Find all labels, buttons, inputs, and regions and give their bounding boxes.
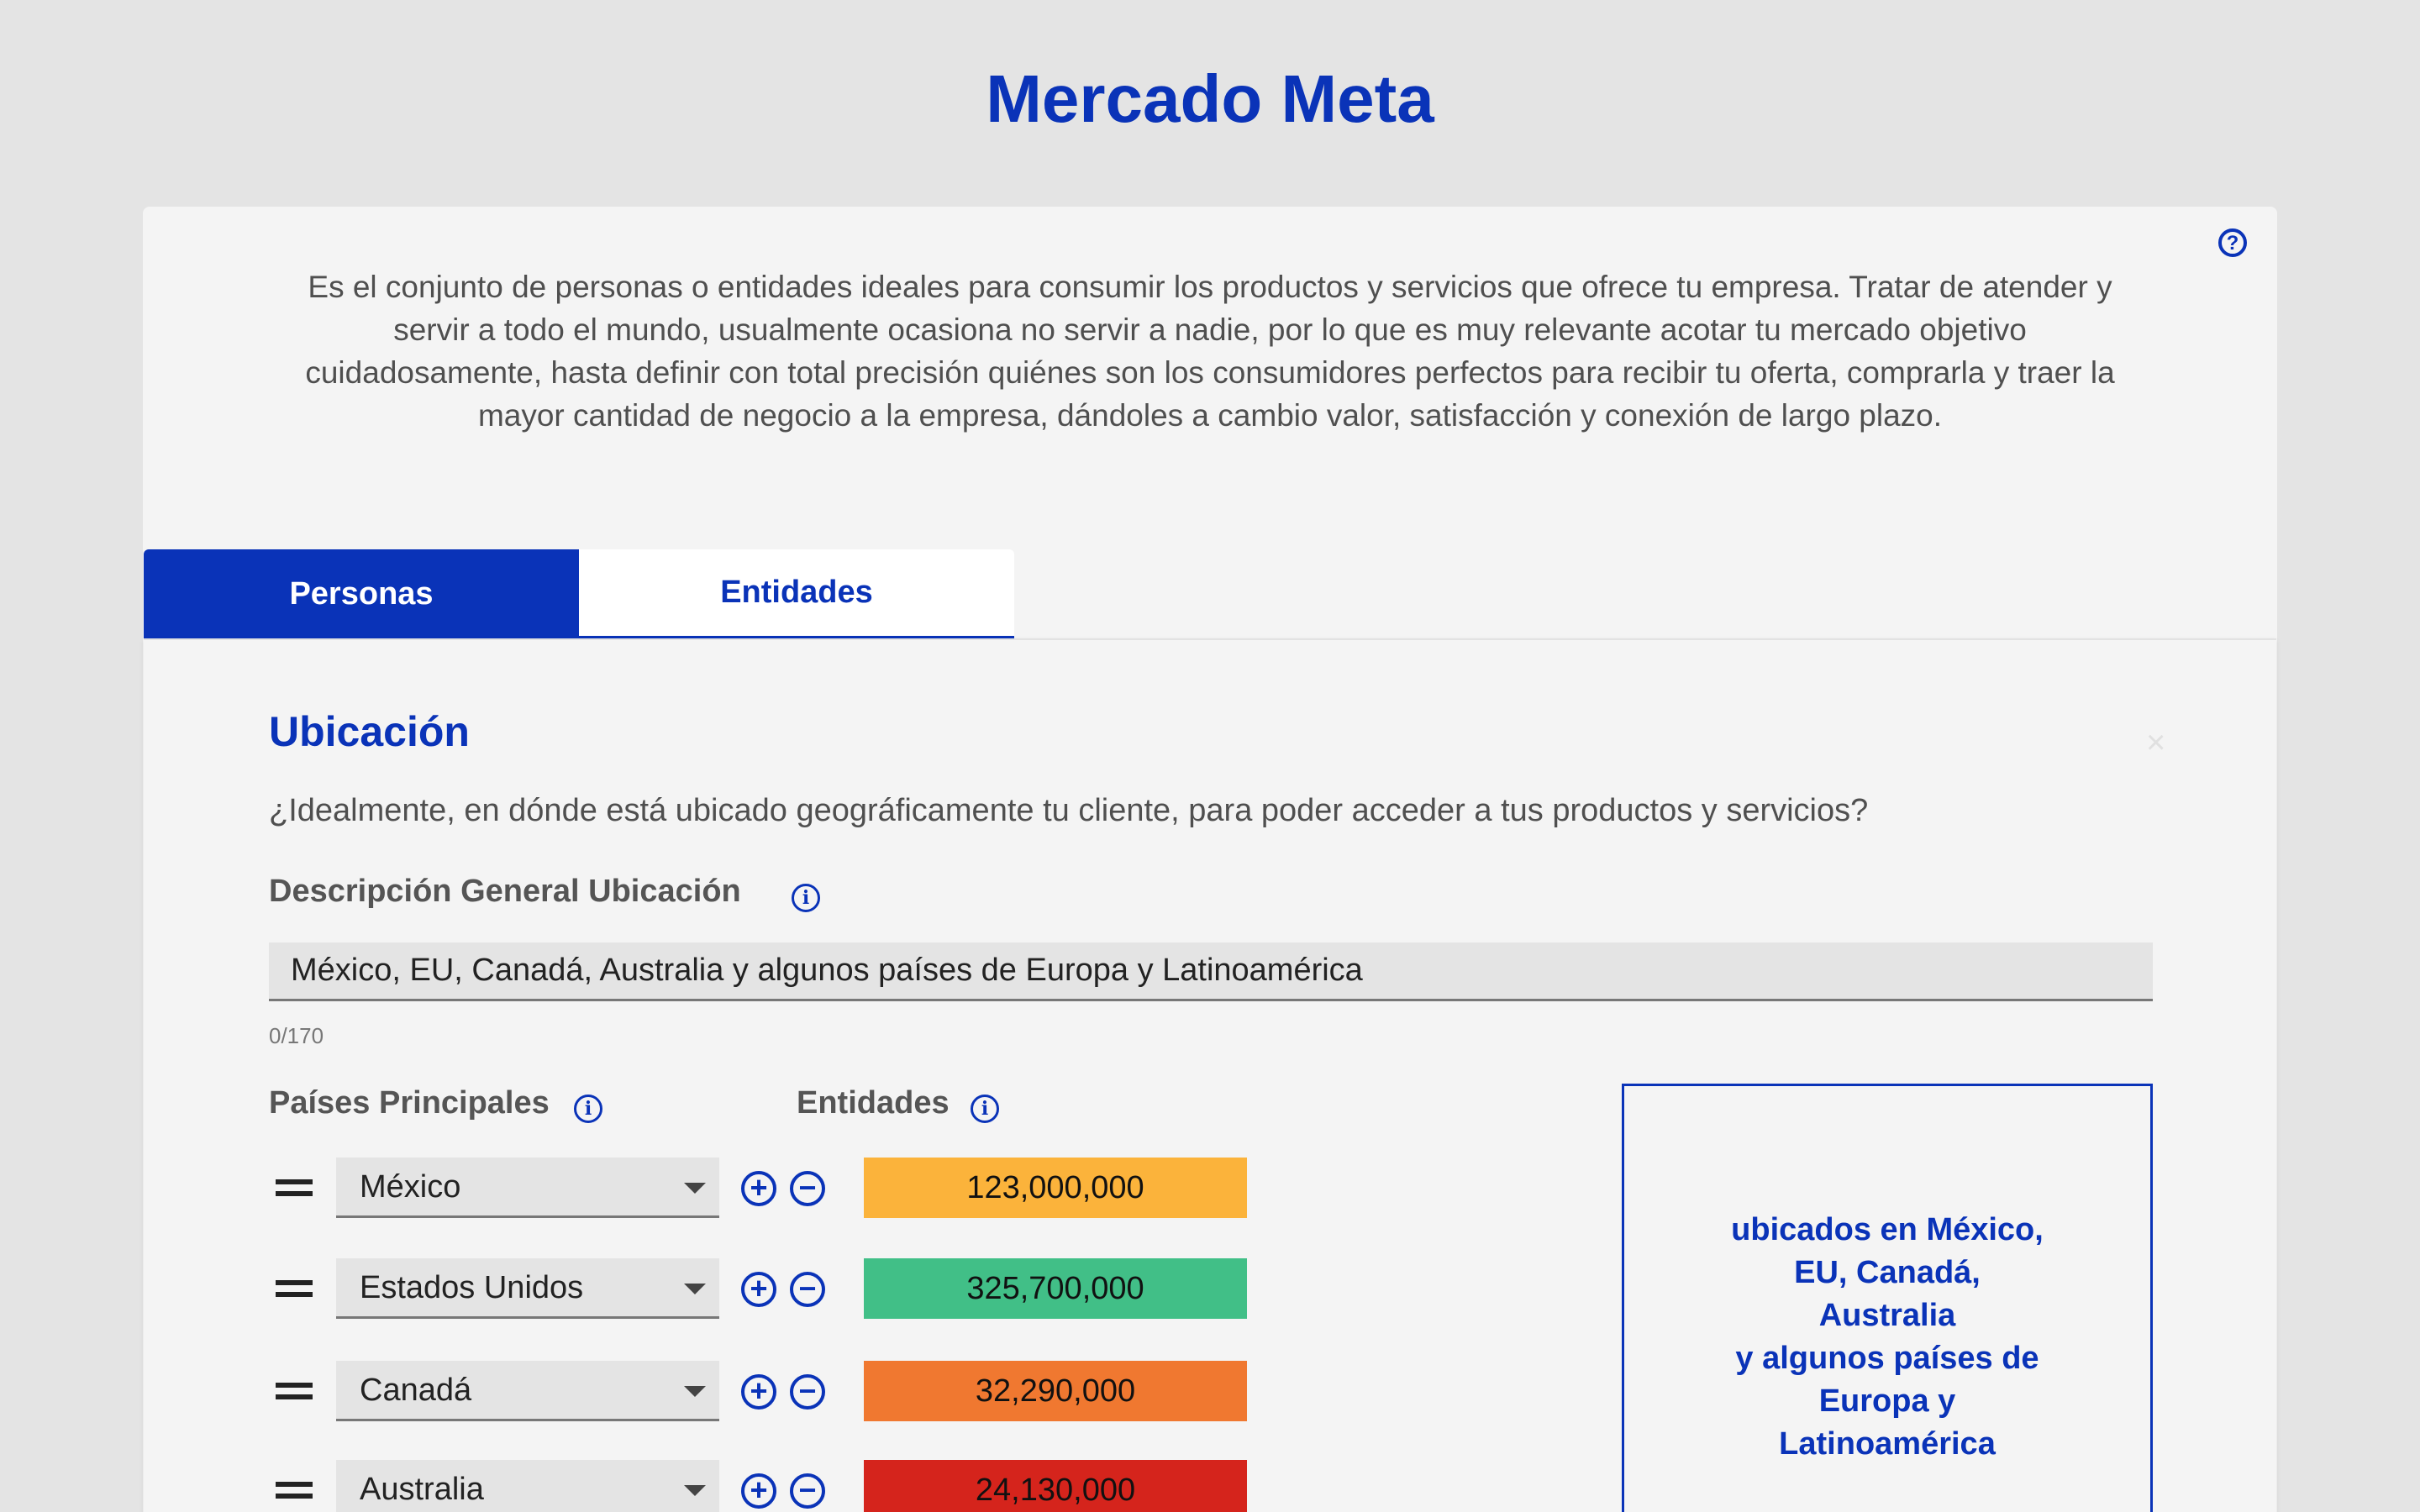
- dropdown-caret-icon: [684, 1386, 706, 1397]
- remove-row-button[interactable]: −: [790, 1272, 825, 1307]
- entity-count: 325,700,000: [864, 1258, 1247, 1319]
- countries-info-icon[interactable]: i: [574, 1095, 602, 1123]
- country-select[interactable]: [336, 1361, 719, 1421]
- country-select[interactable]: [336, 1158, 719, 1218]
- section-question: ¿Idealmente, en dónde está ubicado geográficamente tu cliente, para poder acceder a tus productos y servicios?: [269, 793, 1869, 828]
- dropdown-caret-icon: [684, 1284, 706, 1294]
- tab-personas[interactable]: Personas: [144, 549, 579, 638]
- country-select[interactable]: [336, 1460, 719, 1512]
- entities-info-icon[interactable]: i: [971, 1095, 999, 1123]
- location-summary-text: ubicados en México, EU, Canadá, Australia y algunos países de Europa y Latinoamérica: [1731, 1212, 2044, 1462]
- location-summary-box: [1622, 1084, 2153, 1512]
- dropdown-caret-icon: [684, 1183, 706, 1194]
- remove-row-button[interactable]: −: [790, 1171, 825, 1206]
- country-select-value: Canadá: [360, 1373, 472, 1408]
- description-label: Descripción General Ubicación: [269, 874, 741, 909]
- entity-count: 123,000,000: [864, 1158, 1247, 1218]
- add-row-button[interactable]: +: [741, 1272, 776, 1307]
- dropdown-caret-icon: [684, 1485, 706, 1496]
- description-info-icon[interactable]: i: [792, 884, 820, 912]
- entity-count: 24,130,000: [864, 1460, 1247, 1512]
- remove-row-button[interactable]: −: [790, 1473, 825, 1509]
- country-select-value: Estados Unidos: [360, 1270, 584, 1305]
- add-row-button[interactable]: +: [741, 1473, 776, 1509]
- drag-handle-icon[interactable]: [276, 1280, 313, 1297]
- entity-count: 32,290,000: [864, 1361, 1247, 1421]
- description-input[interactable]: [269, 942, 2153, 1001]
- drag-handle-icon[interactable]: [276, 1482, 313, 1499]
- character-counter: 0/170: [269, 1023, 324, 1048]
- drag-handle-icon[interactable]: [276, 1383, 313, 1399]
- countries-label: Países Principales: [269, 1085, 550, 1121]
- page-title: Mercado Meta: [986, 61, 1434, 136]
- remove-row-button[interactable]: −: [790, 1374, 825, 1410]
- tab-bar: [144, 549, 1014, 638]
- country-select-value: Australia: [360, 1472, 484, 1507]
- drag-handle-icon[interactable]: [276, 1179, 313, 1196]
- add-row-button[interactable]: +: [741, 1374, 776, 1410]
- close-icon[interactable]: ×: [2146, 724, 2166, 761]
- add-row-button[interactable]: +: [741, 1171, 776, 1206]
- entities-label: Entidades: [797, 1085, 950, 1121]
- country-select[interactable]: [336, 1258, 719, 1319]
- intro-text: Es el conjunto de personas o entidades ideales para consumir los productos y servicios que ofrece tu empresa. Tratar de atender y servir a todo el mundo, usualmente ocasiona no servir a nadie, por lo que es muy relevante acotar tu mercado objetivo cuidadosamente, hasta definir con total precisión quiénes son los consumidores perfectos para recibir tu oferta, comprarla y traer la mayor cantidad de negocio a la empresa, dándoles a cambio valor, satisfacción y conexión de largo plazo.: [305, 270, 2115, 433]
- section-title: Ubicación: [269, 708, 470, 755]
- tab-entidades[interactable]: Entidades: [579, 549, 1014, 638]
- help-icon[interactable]: ?: [2218, 228, 2247, 257]
- country-select-value: México: [360, 1169, 461, 1205]
